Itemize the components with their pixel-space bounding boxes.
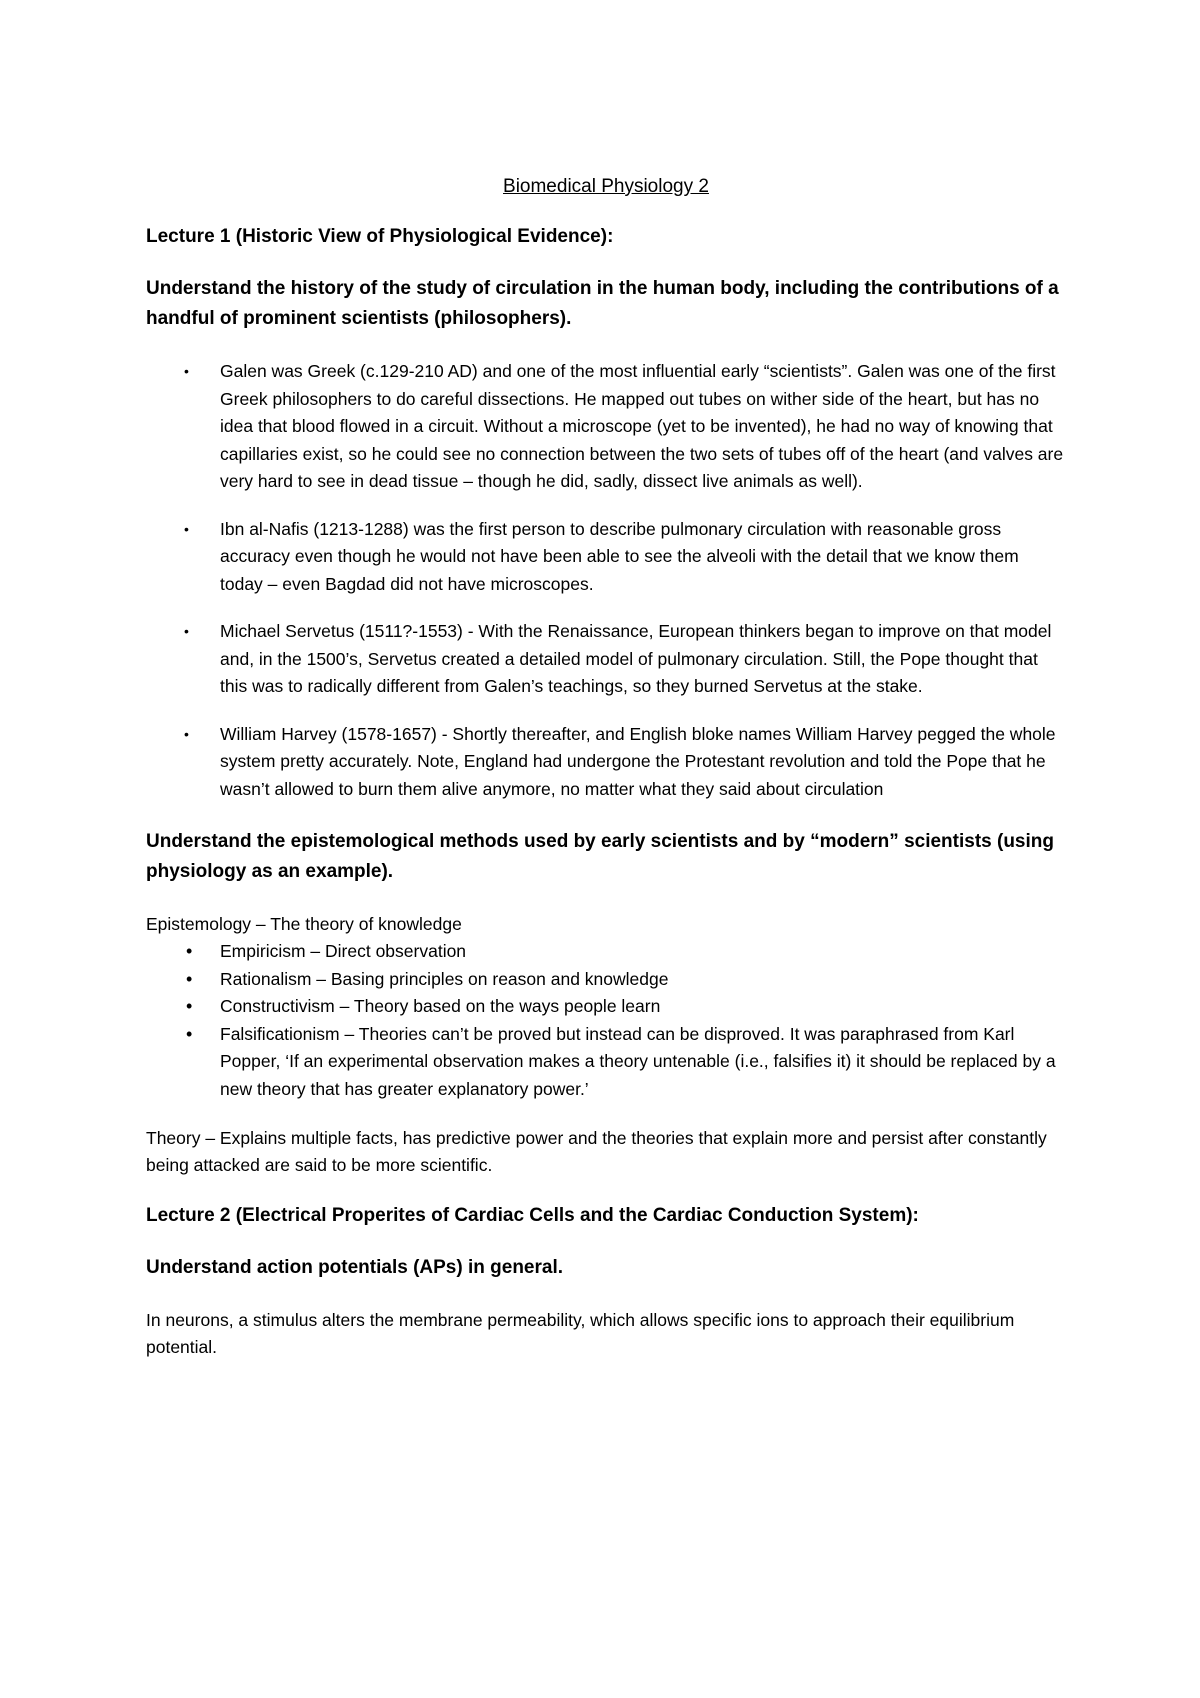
list-item <box>146 1021 1066 1104</box>
list-item <box>146 966 1066 994</box>
bullet-icon: • <box>186 996 193 1016</box>
list-item <box>146 516 1066 599</box>
list-item-text: Ibn al-Nafis (1213-1288) was the first person to describe pulmonary circulation with reasonable gross accuracy even though he would not have been able to see the alveoli with the detail that we know them today – even Bagdad did not have microscopes. <box>220 518 1019 594</box>
epistemology-list <box>146 938 1066 1103</box>
list-item-text: Constructivism – Theory based on the ways people learn <box>220 996 661 1016</box>
document-body <box>146 172 1066 1383</box>
lecture-1-heading: Lecture 1 (Historic View of Physiological Evidence): <box>146 226 614 247</box>
list-item-text: Rationalism – Basing principles on reason and knowledge <box>220 968 669 989</box>
list-item <box>146 993 1066 1021</box>
lecture-2-heading: Lecture 2 (Electrical Properites of Cardiac Cells and the Cardiac Conduction System): <box>146 1205 919 1226</box>
bullet-icon: • <box>186 1023 193 1044</box>
neurons-paragraph: In neurons, a stimulus alters the membrane permeability, which allows specific ions to approach their equilibrium potential. <box>146 1310 1015 1357</box>
list-item-text: William Harvey (1578-1657) - Shortly thereafter, and English bloke names William Harvey pegged the whole system pretty accurately. Note, England had undergone the Protestant revolution and told the Pope that he wasn’t allowed to burn them alive anymore, no matter what they said about circulation <box>220 723 1056 799</box>
lecture-1-objective-history: Understand the history of the study of circulation in the human body, including the contributions of a handful of prominent scientists (philosophers). <box>146 278 1059 329</box>
document-title: Biomedical Physiology 2 <box>503 176 709 197</box>
list-item-text: Empiricism – Direct observation <box>220 941 467 961</box>
bullet-icon: • <box>184 623 189 639</box>
list-item-text: Michael Servetus (1511?-1553) - With the Renaissance, European thinkers began to improve on that model and, in the 1500’s, Servetus created a detailed model of pulmonary circulation. Still, the Pope thought that this was to radically different from Galen’s teachings, so they burned Servetus at the stake. <box>220 621 1052 696</box>
list-item-text: Galen was Greek (c.129-210 AD) and one of the most influential early “scientists”. Galen was one of the first Greek philosophers to do careful dissections. He mapped out tubes on wither side of the heart, but has no idea that blood flowed in a circuit. Without a microscope (yet to be invented), he had no way of knowing that capillaries exist, so he could see no connection between the two sets of tubes off of the heart (and valves are very hard to see in dead tissue – though he did, sadly, dissect live animals as well). <box>220 361 1064 491</box>
bullet-icon: • <box>186 968 193 989</box>
list-item <box>146 358 1066 496</box>
scientists-list <box>146 358 1066 803</box>
bullet-icon: • <box>184 520 189 537</box>
bullet-icon: • <box>184 363 189 379</box>
bullet-icon: • <box>184 725 189 742</box>
epistemology-definition: Epistemology – The theory of knowledge <box>146 914 462 934</box>
lecture-1-objective-epistemology: Understand the epistemological methods used by early scientists and by “modern” scientists (using physiology as an example). <box>146 831 1054 882</box>
lecture-2-objective-action-potentials: Understand action potentials (APs) in general. <box>146 1257 564 1278</box>
list-item <box>146 618 1066 701</box>
theory-paragraph: Theory – Explains multiple facts, has predictive power and the theories that explain more and persist after constantly being attacked are said to be more scientific. <box>146 1128 1047 1175</box>
list-item <box>146 938 1066 966</box>
bullet-icon: • <box>186 941 193 961</box>
list-item-text: Falsificationism – Theories can’t be proved but instead can be disproved. It was paraphrased from Karl Popper, ‘If an experimental observation makes a theory untenable (i.e., falsifies it) it should be replaced by a new theory that has greater explanatory power.’ <box>220 1023 1056 1099</box>
list-item <box>146 721 1066 804</box>
